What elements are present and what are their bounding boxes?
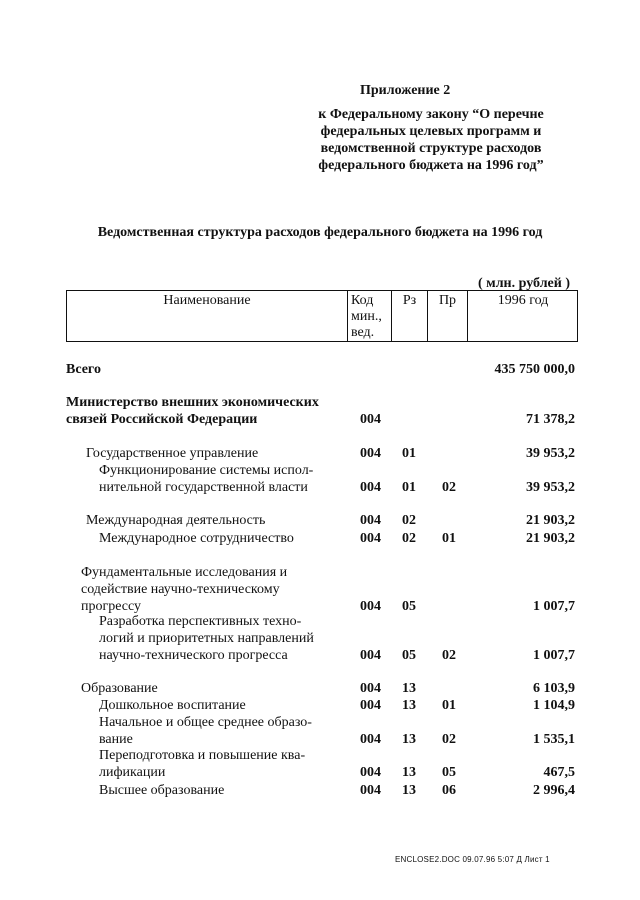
header-code-line: вед. bbox=[351, 325, 375, 340]
row-code: 004 bbox=[360, 446, 381, 461]
row-rz: 13 bbox=[402, 698, 416, 713]
row-amount: 1 007,7 bbox=[533, 648, 575, 663]
row-amount: 1 535,1 bbox=[533, 732, 575, 747]
row-rz: 01 bbox=[402, 480, 416, 495]
row-code: 004 bbox=[360, 732, 381, 747]
table-header bbox=[66, 290, 578, 342]
row-rz: 01 bbox=[402, 446, 416, 461]
header-year: 1996 год bbox=[497, 293, 549, 308]
appendix-title: Приложение 2 bbox=[360, 83, 451, 98]
row-name: Высшее образование bbox=[99, 783, 225, 798]
row-name: Образование bbox=[81, 681, 158, 696]
appendix-subtitle-line: к Федеральному закону “О перечне bbox=[318, 107, 544, 122]
row-name: Всего bbox=[66, 362, 101, 377]
row-name: прогрессу bbox=[81, 599, 142, 614]
row-amount: 39 953,2 bbox=[526, 446, 575, 461]
row-rz: 13 bbox=[402, 765, 416, 780]
row-name: научно-технического прогресса bbox=[99, 648, 288, 663]
row-pr: 01 bbox=[442, 531, 456, 546]
row-name: содействие научно-техническому bbox=[81, 582, 280, 597]
row-amount: 1 104,9 bbox=[533, 698, 575, 713]
header-rz: Рз bbox=[392, 291, 428, 341]
row-code: 004 bbox=[360, 698, 381, 713]
row-name: логий и приоритетных направлений bbox=[99, 631, 314, 646]
row-pr: 02 bbox=[442, 648, 456, 663]
row-pr: 02 bbox=[442, 732, 456, 747]
row-amount: 71 378,2 bbox=[526, 412, 575, 427]
row-name: Начальное и общее среднее образо- bbox=[99, 715, 312, 730]
row-name: Дошкольное воспитание bbox=[99, 698, 246, 713]
row-code: 004 bbox=[360, 513, 381, 528]
row-pr: 06 bbox=[442, 783, 456, 798]
row-code: 004 bbox=[360, 599, 381, 614]
row-pr: 02 bbox=[442, 480, 456, 495]
row-name: Государственное управление bbox=[86, 446, 259, 461]
header-code bbox=[348, 291, 392, 341]
row-name: Переподготовка и повышение ква- bbox=[99, 748, 306, 763]
row-amount: 435 750 000,0 bbox=[494, 362, 575, 377]
row-rz: 13 bbox=[402, 732, 416, 747]
row-pr: 01 bbox=[442, 698, 456, 713]
appendix-subtitle-line: федерального бюджета на 1996 год” bbox=[318, 158, 544, 173]
row-name: связей Российской Федерации bbox=[66, 412, 258, 427]
row-code: 004 bbox=[360, 783, 381, 798]
row-name: Разработка перспективных техно- bbox=[99, 614, 302, 629]
row-code: 004 bbox=[360, 531, 381, 546]
row-name: Международное сотрудничество bbox=[99, 531, 294, 546]
header-code-line: мин., bbox=[351, 309, 382, 324]
row-amount: 6 103,9 bbox=[533, 681, 575, 696]
header-code-line: Код bbox=[351, 293, 374, 308]
header-pr: Пр bbox=[428, 291, 468, 341]
row-rz: 05 bbox=[402, 648, 416, 663]
row-pr: 05 bbox=[442, 765, 456, 780]
row-code: 004 bbox=[360, 681, 381, 696]
appendix-subtitle bbox=[286, 106, 576, 174]
row-name: вание bbox=[99, 732, 133, 747]
row-amount: 39 953,2 bbox=[526, 480, 575, 495]
row-code: 004 bbox=[360, 765, 381, 780]
row-rz: 13 bbox=[402, 783, 416, 798]
row-amount: 21 903,2 bbox=[526, 513, 575, 528]
row-name: Функционирование системы испол- bbox=[99, 463, 314, 478]
row-rz: 05 bbox=[402, 599, 416, 614]
row-amount: 1 007,7 bbox=[533, 599, 575, 614]
row-code: 004 bbox=[360, 412, 381, 427]
row-name: Фундаментальные исследования и bbox=[81, 565, 288, 580]
row-rz: 02 bbox=[402, 513, 416, 528]
appendix-subtitle-line: ведомственной структуре расходов bbox=[320, 141, 542, 156]
row-amount: 21 903,2 bbox=[526, 531, 575, 546]
row-amount: 467,5 bbox=[543, 765, 575, 780]
row-code: 004 bbox=[360, 480, 381, 495]
row-name: лификации bbox=[99, 765, 166, 780]
document-title: Ведомственная структура расходов федерального бюджета на 1996 год bbox=[97, 225, 543, 240]
header-name: Наименование bbox=[67, 291, 348, 341]
row-rz: 02 bbox=[402, 531, 416, 546]
row-amount: 2 996,4 bbox=[533, 783, 575, 798]
row-name: Международная деятельность bbox=[86, 513, 266, 528]
row-rz: 13 bbox=[402, 681, 416, 696]
row-name: Министерство внешних экономических bbox=[66, 395, 319, 410]
appendix-subtitle-line: федеральных целевых программ и bbox=[320, 124, 542, 139]
row-name: нительной государственной власти bbox=[99, 480, 308, 495]
units-label: ( млн. рублей ) bbox=[478, 276, 570, 291]
row-code: 004 bbox=[360, 648, 381, 663]
footer-stamp: ENCLOSE2.DOC 09.07.96 5:07 Д Лист 1 bbox=[395, 855, 550, 864]
